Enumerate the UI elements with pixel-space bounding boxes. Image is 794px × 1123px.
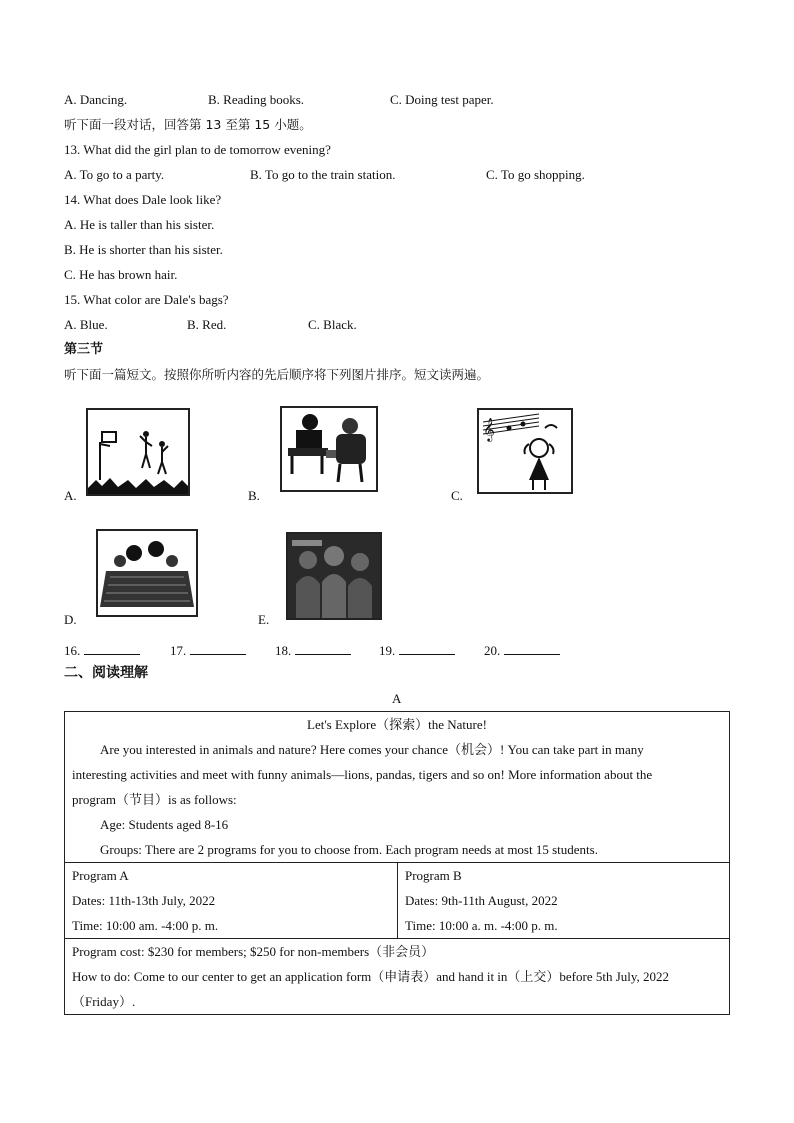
program-b-time: Time: 10:00 a. m. -4:00 p. m. (405, 918, 558, 933)
instruction-13-15: 听下面一段对话，回答第 13 至第 15 小题。 (64, 117, 312, 132)
blank-18-number: 18. (275, 643, 292, 658)
section3-title: 第三节 (64, 342, 104, 357)
answer-blank-18[interactable] (275, 642, 351, 659)
ad-how-to: How to do: Come to our center to get an application form（申请表）and hand it in（上交）before 5th July, 2022 (72, 969, 670, 984)
blank-16-number: 16. (64, 643, 81, 658)
group-table-scene-icon (98, 531, 196, 615)
q12-option-b: B. Reading books. (208, 92, 305, 107)
ad-para-1: Are you interested in animals and nature? Here comes your chance（机会）! You can take part in many (100, 742, 644, 757)
q13-option-a: A. To go to a party. (64, 167, 165, 182)
ad-para-2: interesting activities and meet with funny animals—lions, pandas, tigers and so on! More information about the (72, 767, 653, 782)
q12-option-a: A. Dancing. (64, 92, 128, 107)
ad-age: Age: Students aged 8-16 (100, 817, 229, 832)
program-b-dates: Dates: 9th-11th August, 2022 (405, 893, 558, 908)
singing-scene-icon (479, 410, 571, 492)
q15-option-c: C. Black. (308, 317, 357, 332)
answer-blank-20[interactable] (484, 642, 560, 659)
svg-text:𝄞: 𝄞 (483, 417, 495, 441)
picture-e-label: E. (258, 612, 270, 627)
program-b-name: Program B (405, 868, 462, 883)
part2-title: 二、阅读理解 (64, 665, 148, 681)
blank-17-number: 17. (170, 643, 187, 658)
q13-question: 13. What did the girl plan to de tomorrow evening? (64, 142, 331, 157)
picture-b-label: B. (248, 488, 260, 503)
ad-cost: Program cost: $230 for members; $250 for non-members（非会员） (72, 944, 435, 959)
q14-question: 14. What does Dale look like? (64, 192, 222, 207)
basketball-scene-icon (88, 410, 188, 494)
blank-18-line (295, 642, 351, 655)
q15-question: 15. What color are Dale's bags? (64, 292, 229, 307)
q14-option-c: C. He has brown hair. (64, 267, 178, 282)
crowd-scene-icon (288, 534, 380, 618)
picture-c-label: C. (451, 488, 463, 503)
conversation-scene-icon (282, 408, 376, 490)
q14-option-b: B. He is shorter than his sister. (64, 242, 223, 257)
picture-d-group-table (96, 529, 198, 617)
picture-e-crowd (286, 532, 382, 620)
blank-20-number: 20. (484, 643, 501, 658)
blank-17-line (190, 642, 246, 655)
ad-groups: Groups: There are 2 programs for you to choose from. Each program needs at most 15 students. (100, 842, 598, 857)
ad-footer-cell (65, 939, 730, 1015)
program-b-cell (398, 863, 730, 939)
program-a-cell (65, 863, 398, 939)
blank-20-line (504, 642, 560, 655)
answer-blank-16[interactable] (64, 642, 140, 659)
passage-label: A (392, 691, 402, 706)
ad-intro-cell (65, 712, 730, 863)
q12-option-c: C. Doing test paper. (390, 92, 494, 107)
q13-option-c: C. To go shopping. (486, 167, 585, 182)
q15-option-a: A. Blue. (64, 317, 108, 332)
program-a-name: Program A (72, 868, 129, 883)
answer-blank-19[interactable] (379, 642, 455, 659)
picture-a-label: A. (64, 488, 77, 503)
ad-how-to-end: （Friday）. (72, 994, 136, 1009)
q14-option-a: A. He is taller than his sister. (64, 217, 215, 232)
advertisement-box (64, 711, 730, 1015)
picture-d-label: D. (64, 612, 77, 627)
program-a-time: Time: 10:00 am. -4:00 p. m. (72, 918, 219, 933)
q13-option-b: B. To go to the train station. (250, 167, 396, 182)
answer-blank-17[interactable] (170, 642, 246, 659)
picture-c-singing (477, 408, 573, 494)
program-a-dates: Dates: 11th-13th July, 2022 (72, 893, 216, 908)
blank-19-number: 19. (379, 643, 396, 658)
picture-b-conversation (280, 406, 378, 492)
ad-title: Let's Explore（探索）the Nature! (307, 717, 487, 732)
ad-para-3: program（节目）is as follows: (72, 792, 237, 807)
picture-a-basketball (86, 408, 190, 496)
section3-instruction: 听下面一篇短文。按照你所听内容的先后顺序将下列图片排序。短文读两遍。 (64, 367, 490, 382)
q15-option-b: B. Red. (187, 317, 227, 332)
blank-19-line (399, 642, 455, 655)
blank-16-line (84, 642, 140, 655)
